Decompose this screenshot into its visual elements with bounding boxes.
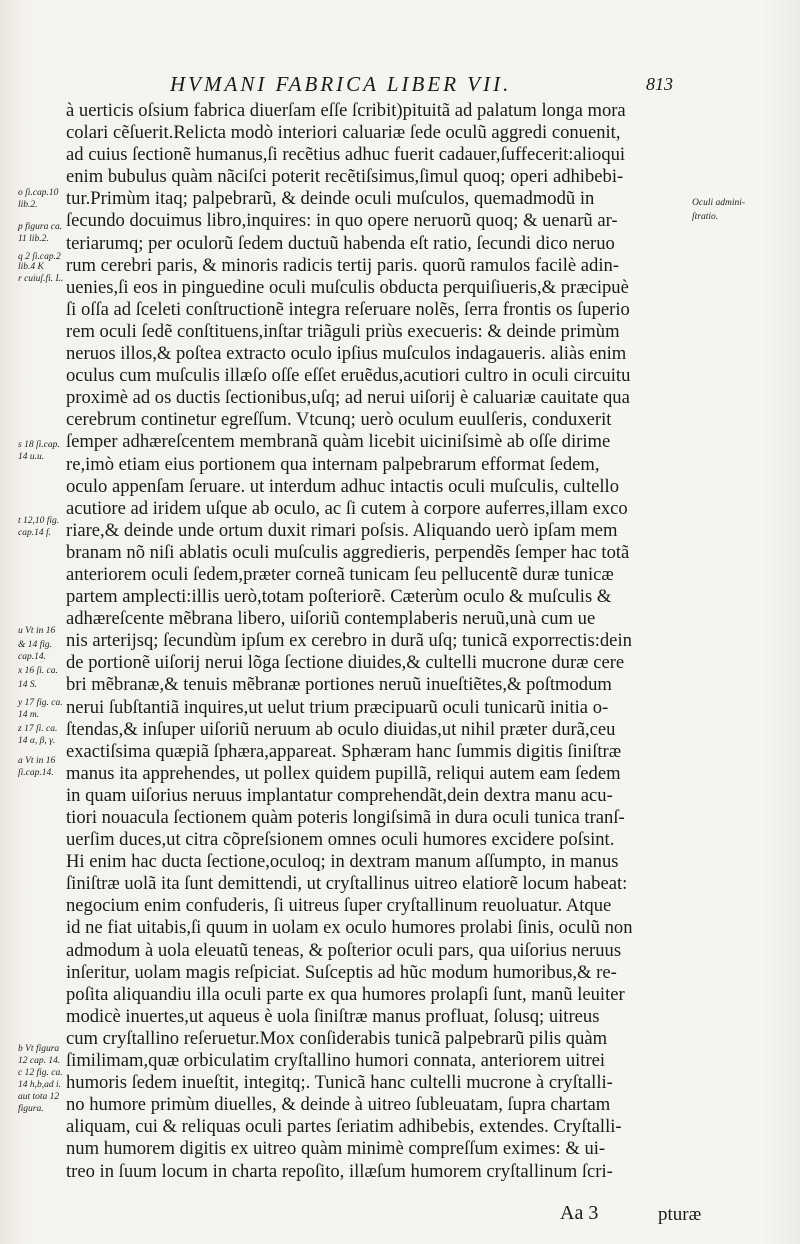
margin-note: 12 cap. 14. xyxy=(18,1056,61,1066)
page-number: 813 xyxy=(646,74,673,94)
margin-note: ſtratio. xyxy=(692,212,719,222)
margin-note: 14 S. xyxy=(18,680,37,690)
text-line: colari cẽſuerit.Relicta modò interiori caluariæ ſede oculũ aggredi conuenit, xyxy=(66,122,621,144)
text-line: uerſim duces,ut citra cõpreſsionem omnes oculi humores excidere poſsint. xyxy=(66,829,615,851)
margin-note: o ſi.cap.10 xyxy=(18,188,59,198)
margin-note: x 16 ſi. ca. xyxy=(18,666,58,676)
margin-note: lib.2. xyxy=(18,200,38,210)
text-line: enim bubulus quàm nãciſci poterit recẽtiſsimus,ſimul quoq; operi adhibebi- xyxy=(66,166,624,188)
text-line: proximè ad os ductis ſectionibus,uſq; ad nerui uiſorij è caluariæ cauitate qua xyxy=(66,387,630,409)
text-line: ſemper adhæreſcentem membranã quàm licebit uiciniſsimè ab oſſe dirime xyxy=(66,431,611,453)
margin-note: c 12 fig. ca. xyxy=(18,1068,63,1078)
margin-note: q 2 ſi.cap.2 xyxy=(18,252,61,262)
text-line: bri mẽbranæ,& tenuis mẽbranæ portiones neruũ inueſtiẽtes,& poſtmodum xyxy=(66,674,612,696)
text-line: modicè inuertes,ut aqueus è uola ſiniſtræ manus profluat, ſolusq; uitreus xyxy=(66,1005,600,1027)
text-line: ſiniſtræ uolã ita ſunt demittendi, ut cryſtallinus uitreo elatiorẽ locum habeat: xyxy=(66,873,628,895)
margin-note: aut tota 12 xyxy=(18,1092,60,1102)
text-line: nerui ſubſtantiã inquires,ut uelut trium præcipuarũ oculi tunicarũ initia o- xyxy=(66,696,609,718)
margin-note: 14 u.u. xyxy=(18,452,45,462)
text-line: de portionẽ uiſorij nerui lõga ſectione diuides,& cultelli mucrone duræ cere xyxy=(66,652,625,674)
text-line: tur.Primùm itaq; palpebrarũ, & deinde oculi muſculos, quemadmodũ in xyxy=(66,188,595,210)
margin-note: r cuiuſ.fi. L. xyxy=(18,274,64,284)
margin-note: cap.14 f. xyxy=(18,528,51,538)
margin-note: 14 m. xyxy=(18,710,40,720)
text-line: ſi oſſa ad ſceleti conſtructionẽ integra reſeruare nolẽs, ſerra frontis os ſuperio xyxy=(66,298,630,320)
margin-note: Oculi admini- xyxy=(692,198,746,208)
text-line: manus ita apprehendes, ut pollex quidem pupillã, reliqui autem eam ſedem xyxy=(66,762,621,784)
text-line: in quam uiſorius neruus implantatur comprehendãt,dein dextra manu acu- xyxy=(66,784,613,806)
margin-note: y 17 fig. ca. xyxy=(18,698,63,708)
text-line: teriarumq; per oculorũ ſedem ductuũ habenda eſt ratio, ſecundi dico neruo xyxy=(66,232,615,254)
text-line: ad cuius ſectionẽ humanus,ſi recẽtius adhuc fuerit cadauer,ſuffecerit:alioqui xyxy=(66,144,626,166)
margin-note: & 14 fig. xyxy=(18,640,53,650)
margin-note: p figura ca. xyxy=(18,222,63,232)
text-line: tiori nouacula ſectionem quàm poteris longiſsimã in dura oculi tunica tranſ- xyxy=(66,807,625,828)
text-line: adhæreſcente mẽbrana libero, uiſoriũ contemplaberis neruũ,unà cum ue xyxy=(66,608,596,630)
text-line: Hi enim hac ducta ſectione,oculoq; in dextram manum aſſumpto, in manus xyxy=(66,851,619,873)
text-line: no humore primùm diuelles, & deinde à uitreo ſubleuatam, ſupra chartam xyxy=(66,1094,611,1116)
margin-note: cap.14. xyxy=(18,652,46,662)
text-line: nis arterijsq; ſecundùm ipſum ex cerebro in durã uſq; tunicã exporrectis:dein xyxy=(66,630,632,652)
margin-note: z 17 ſi. ca. xyxy=(18,724,58,734)
running-title: HVMANI FABRICA LIBER VII. xyxy=(170,72,512,96)
signature-mark: Aa 3 xyxy=(560,1202,599,1224)
text-line: negocium enim confuderis, ſi uitreus ſuper cryſtallinum reuoluatur. Atque xyxy=(66,895,612,917)
text-line: aliquam, cui & reliquas oculi partes ſeriatim adhibebis, extendes. Cryſtalli- xyxy=(66,1116,622,1138)
text-line: neruos illos,& poſtea extracto oculo ipſius muſculos indagaueris. aliàs enim xyxy=(66,343,627,365)
margin-note: u Vt in 16 xyxy=(18,626,56,636)
text-line: partem amplecti:illis uerò,totam poſteriorẽ. Cæterùm oculo & muſculis & xyxy=(66,586,612,608)
text-line: riare,& deinde unde ortum duxit rimari poſsis. Aliquando uerò ipſam mem xyxy=(66,519,618,541)
text-line: humoris ſedem inueſtit, integitq;. Tunicã hanc cultelli mucrone à cryſtalli- xyxy=(66,1072,613,1094)
margin-note: figura. xyxy=(18,1104,44,1114)
text-line: inſeritur, uolam magis reſpiciat. Suſceptis ad hũc modum humoribus,& re- xyxy=(66,961,617,983)
text-line: ſimilimam,quæ orbiculatim cryſtallino humori connata, anteriorem uitrei xyxy=(66,1050,606,1072)
margin-note: b Vt figura xyxy=(18,1044,60,1054)
margin-note: 11 lib.2. xyxy=(18,234,49,244)
margin-note: s 18 ſi.cap. xyxy=(18,440,60,450)
text-line: exactiſsima quæpiã ſphæra,appareat. Sphæram hanc ſummis digitis ſiniſtræ xyxy=(66,740,622,762)
catchword: pturæ xyxy=(658,1204,702,1225)
text-line: ſecundo docuimus libro,inquires: in quo opere neruorũ quoq; & uenarũ ar- xyxy=(66,210,618,232)
text-line: oculo appenſam ſeruare. ut interdum adhuc intactis oculi muſculis, cultello xyxy=(66,475,620,497)
text-line: anteriorem oculi ſedem,præter corneã tunicam ſeu pellucentẽ duræ tunicæ xyxy=(66,563,614,585)
text-line: poſita aliquandiu illa oculi parte ex qua humores prolapſi ſunt, manũ leuiter xyxy=(66,983,625,1005)
margin-note: lib.4 K xyxy=(18,262,44,272)
margin-note: ſi.cap.14. xyxy=(18,768,54,778)
text-line: admodum à uola eleuatũ teneas, & poſterior oculi pars, qua uiſorius neruus xyxy=(66,939,622,961)
text-line: re,imò etiam eius portionem qua internam palpebrarum efformat ſedem, xyxy=(66,453,600,475)
text-line: num humorem digitis ex uitreo quàm minimè compreſſum eximes: & ui- xyxy=(66,1138,606,1160)
text-line: acutiore ad iridem uſque ab oculo, ac ſi cutem à corpore auferres,illam exco xyxy=(66,497,628,519)
text-line: oculus cum muſculis illæſo oſſe eſſet eruẽdus,acutiori cultro in oculi circuitu xyxy=(66,365,631,387)
text-line: à uerticis oſsium fabrica diuerſam eſſe ſcribit)pituitã ad palatum longa mora xyxy=(66,100,626,121)
text-line: rem oculi ſedẽ conſtituens,inſtar triãguli priùs execueris: & deinde primùm xyxy=(66,320,620,342)
text-line: rum cerebri paris, & minoris radicis tertij paris. quorũ ramulos facilè adin- xyxy=(66,254,619,276)
text-line: cum cryſtallino reſeruetur.Mox conſiderabis tunicã palpebrarũ pilis quàm xyxy=(66,1027,608,1049)
text-line: id ne fiat uitabis,ſi quum in uolam ex oculo humores prolabi ſinis, oculũ non xyxy=(66,917,633,939)
margin-note: t 12,10 fig. xyxy=(18,516,60,526)
text-line: treo in ſuum locum in charta repoſito, illæſum humorem cryſtallinum ſcri- xyxy=(66,1160,613,1182)
text-line: cerebrum continetur egreſſum. Vtcunq; uerò oculum euulſeris, conduxerit xyxy=(66,409,612,431)
text-line: ſtendas,& inſuper uiſoriũ neruum ab oculo diuidas,ut nihil præter durã,ceu xyxy=(66,718,616,740)
margin-note: a Vt in 16 xyxy=(18,756,56,766)
text-line: uenies,ſi eos in pinguedine oculi muſculis obducta perquiſiueris,& præcipuè xyxy=(66,276,629,298)
margin-note: 14 h,b,ad i. xyxy=(18,1080,62,1090)
margin-note: 14 α, β, γ. xyxy=(18,736,56,746)
text-line: branam nõ niſi ablatis oculi muſculis aggredieris, perpendẽs ſemper hac totã xyxy=(66,541,630,563)
